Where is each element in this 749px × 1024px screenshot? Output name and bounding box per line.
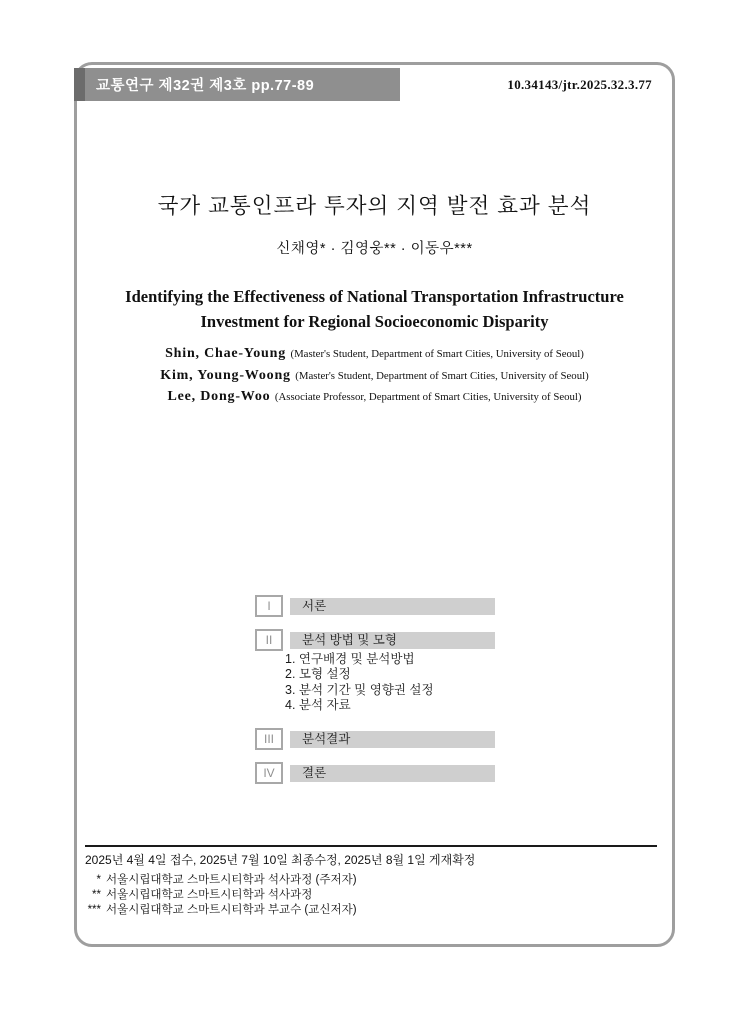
submission-dates: 2025년 4월 4일 접수, 2025년 7월 10일 최종수정, 2025년 8월 1일 게재확정 (85, 853, 476, 867)
doi-text: 10.34143/jtr.2025.32.3.77 (507, 77, 652, 92)
title-english-line1: Identifying the Effectiveness of National Transportation Infrastructure (125, 287, 624, 306)
toc-subsection-item: 3. 분석 기간 및 영향권 설정 (285, 682, 434, 697)
author-footnotes (77, 873, 357, 918)
paper-card (74, 62, 675, 947)
author-affiliation: (Master's Student, Department of Smart Cities, University of Seoul) (290, 348, 584, 360)
author-english-row (77, 365, 672, 387)
footnote-text: 서울시립대학교 스마트시티학과 석사과정 (주저자) (106, 874, 357, 886)
toc-section-title: 서론 (290, 598, 495, 615)
footnote-row (77, 888, 357, 903)
toc-numeral-box: I (255, 595, 283, 617)
toc-numeral-box: II (255, 629, 283, 651)
authors-korean: 신채영* · 김영웅** · 이동우*** (276, 241, 473, 257)
author-name: Lee, Dong-Woo (167, 389, 271, 404)
journal-issue-label: 교통연구 제32권 제3호 pp.77-89 (96, 78, 315, 94)
authors-english (77, 343, 672, 408)
footer-divider (85, 845, 657, 847)
footnote-text: 서울시립대학교 스마트시티학과 석사과정 (106, 889, 313, 901)
footnote-mark: *** (87, 904, 101, 916)
author-affiliation: (Associate Professor, Department of Smart Cities, University of Seoul) (274, 391, 582, 403)
header-accent-block (74, 68, 85, 101)
toc-section-title: 분석 방법 및 모형 (290, 632, 495, 649)
title-english-line2: Investment for Regional Socioeconomic Disparity (200, 312, 549, 331)
paper-title-english (77, 284, 672, 334)
footnote-mark: ** (92, 889, 101, 901)
toc-subsection-item: 1. 연구배경 및 분석방법 (285, 652, 415, 666)
toc-subsection-item: 4. 분석 자료 (285, 697, 351, 712)
toc-section-conclusion (255, 762, 495, 784)
footnote-mark: * (96, 874, 101, 886)
author-english-row (77, 343, 672, 365)
journal-header-bar (74, 68, 400, 101)
toc-section-title: 분석결과 (290, 731, 495, 748)
author-english-row (77, 386, 672, 408)
author-name: Kim, Young-Woong (160, 367, 291, 383)
footnote-row (77, 873, 357, 888)
toc-subsection-list (285, 652, 434, 713)
toc-section-methods (255, 629, 495, 651)
toc-section-title: 결론 (290, 765, 495, 782)
paper-title-korean: 국가 교통인프라 투자의 지역 발전 효과 분석 (157, 194, 592, 218)
toc-section-results (255, 728, 495, 750)
author-name: Shin, Chae-Young (165, 346, 287, 361)
author-affiliation: (Master's Student, Department of Smart Cities, University of Seoul) (295, 369, 589, 382)
toc-subsection-item: 2. 모형 설정 (285, 667, 351, 682)
footnote-text: 서울시립대학교 스마트시티학과 부교수 (교신저자) (106, 904, 357, 916)
toc-numeral-box: IV (255, 762, 283, 784)
toc-numeral-box: III (255, 728, 283, 750)
toc-section-intro (255, 595, 495, 617)
footnote-row (77, 903, 357, 918)
